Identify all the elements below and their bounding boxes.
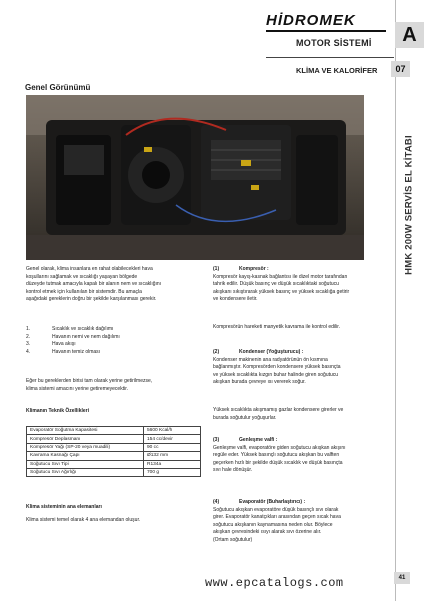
table-row (27, 443, 201, 451)
intro-line: düzeyde tutmak amacıyla kapalı bir alanın nem ve sıcaklığını (26, 281, 162, 288)
intro-line: koşullarını sağlamak ve sıcaklığı yaşayan bölgede (26, 273, 138, 280)
list-item: 4. Havanın temiz olması (26, 348, 101, 355)
logo-underline (266, 30, 386, 32)
compressor-block: (1) Kompresör : Kompresör kayış-kasnak bağlantısı ile dizel motor tarafından tahrik edilir. Düşük basınç ve düşük sıcaklıktaki soğutucu akışkanı sıkıştırarak yüksek basınç ve yüksek sıcaklığa getirir ve kondensere iletir. (213, 266, 391, 304)
spec-label: Soğutucu Sıvı Tipi (27, 460, 144, 468)
after-list-text: Eğer bu gereklerden birisi tam olarak yerine getirilmezse, klima sistemi amacını yerine getiremeyecektir. (26, 378, 153, 392)
compressor-heading: (1) Kompresör : (213, 266, 269, 272)
evaporator-heading: (4) Evaporatör (Buharlaştırıcı) : (213, 499, 306, 505)
spec-label: Kompresör Deplasmanı (27, 435, 144, 443)
compressor-note: Kompresörün hareketi manyetik kavrama ile kontrol edilir. (213, 324, 340, 330)
spec-value: 5600 Kcal/h (144, 427, 201, 435)
elements-text: Klima sistemi temel olarak 4 ana elemandan oluşur. (26, 517, 141, 523)
subsection-number: 07 (395, 64, 406, 74)
page-number: 41 (398, 575, 406, 581)
table-row (27, 435, 201, 443)
side-title-text: HMK 200W SERVİS EL KİTABI (403, 135, 415, 275)
specs-table (26, 426, 201, 477)
spec-label: Kompresör Yağı (SP-20 veya muadili) (27, 443, 144, 451)
footer-url[interactable]: www.epcatalogs.com (205, 576, 344, 590)
valve-heading: (3) Genleşme valfi : (213, 437, 278, 443)
list-item: 1. Sıcaklık ve sıcaklık dağılımı (26, 326, 114, 332)
spec-value: R134a (144, 460, 201, 468)
side-title (396, 130, 422, 280)
table-row (27, 427, 201, 435)
spec-label: Soğutucu Sıvı Ağırlığı (27, 468, 144, 476)
spec-value: Ø132 mm (144, 452, 201, 460)
spec-label: Evaporatör Soğutma Kapasitesi (27, 427, 144, 435)
intro-line: Genel olarak, klima insanlara en rahat olabilecekleri hava (26, 266, 153, 272)
header-rule (266, 57, 394, 58)
specs-title: Klimanın Teknik Özellikleri (26, 408, 89, 414)
section-letter: A (402, 24, 417, 46)
condenser-heading: (2) Kondenser (Yoğuşturucu) : (213, 349, 304, 355)
hvac-unit-illustration (26, 95, 364, 260)
page-heading: Genel Görünümü (25, 83, 91, 92)
intro-text (26, 266, 204, 304)
elements-title: Klima sisteminin ana elemanları (26, 504, 102, 510)
valve-block: (3) Genleşme valfi : Genleşme valfi, evaporatöre giden soğutucu akışkan akışını regüle eder. Yüksek basınçlı soğutucu akışkan bu valften geçerken hızlı bir şekilde düşük sıcaklık ve düşük basınçta sıvı hale dönüşür. (213, 437, 391, 475)
intro-line: kontrol etmek için kullanılan bir sistemdir. Bu amaçla (26, 288, 142, 295)
section-title: MOTOR SİSTEMİ (296, 38, 372, 48)
list-item: 3. Hava akışı (26, 341, 76, 348)
spec-value: 154 cc/devir (144, 435, 201, 443)
condenser-block: (2) Kondenser (Yoğuşturucu) : Kondenser makinenin ana radyatörünün ön kısmına bağlanmıştır. Kompresörden kondensere yüksek basınçta ve yüksek sıcaklıkta kızgın buhar halinde giren soğutucu akışkan burada çevreye ısı vererek soğur. (213, 349, 391, 387)
intro-line: aşağıdaki gereklerin doğru bir şekilde karşılanması gerekir. (26, 296, 157, 303)
hvac-unit-photo (26, 95, 364, 260)
table-row (27, 460, 201, 468)
spec-value: 700 g (144, 468, 201, 476)
brand-logo: HİDROMEK (266, 12, 356, 29)
side-divider (395, 0, 396, 601)
list-item: 2. Havanın nemi ve nem dağılımı (26, 333, 120, 340)
subsection-title: KLİMA VE KALORİFER (296, 66, 378, 75)
requirements-list (26, 326, 204, 356)
table-row (27, 452, 201, 460)
spec-value: 90 cc (144, 443, 201, 451)
evaporator-block: (4) Evaporatör (Buharlaştırıcı) : Soğutucu akışkan evaporatöre düşük basınçlı sıvı olarak girer. Evaporatör kanatçıkları arasından geçen sıcak hava soğutucu akışkanın kaynamasına neden olur. Böylece akışkan çevresindeki ısıyı alarak sıvı özerine alır. (Ortam soğutulur) (213, 499, 391, 545)
table-row (27, 468, 201, 476)
spec-label: Kavrama Kasnağı Çapı (27, 452, 144, 460)
condenser-note: Yüksek sıcaklıkta akışmamış gazlar kondensere girerler ve burada soğutulur yoğuşurlar. (213, 407, 344, 421)
